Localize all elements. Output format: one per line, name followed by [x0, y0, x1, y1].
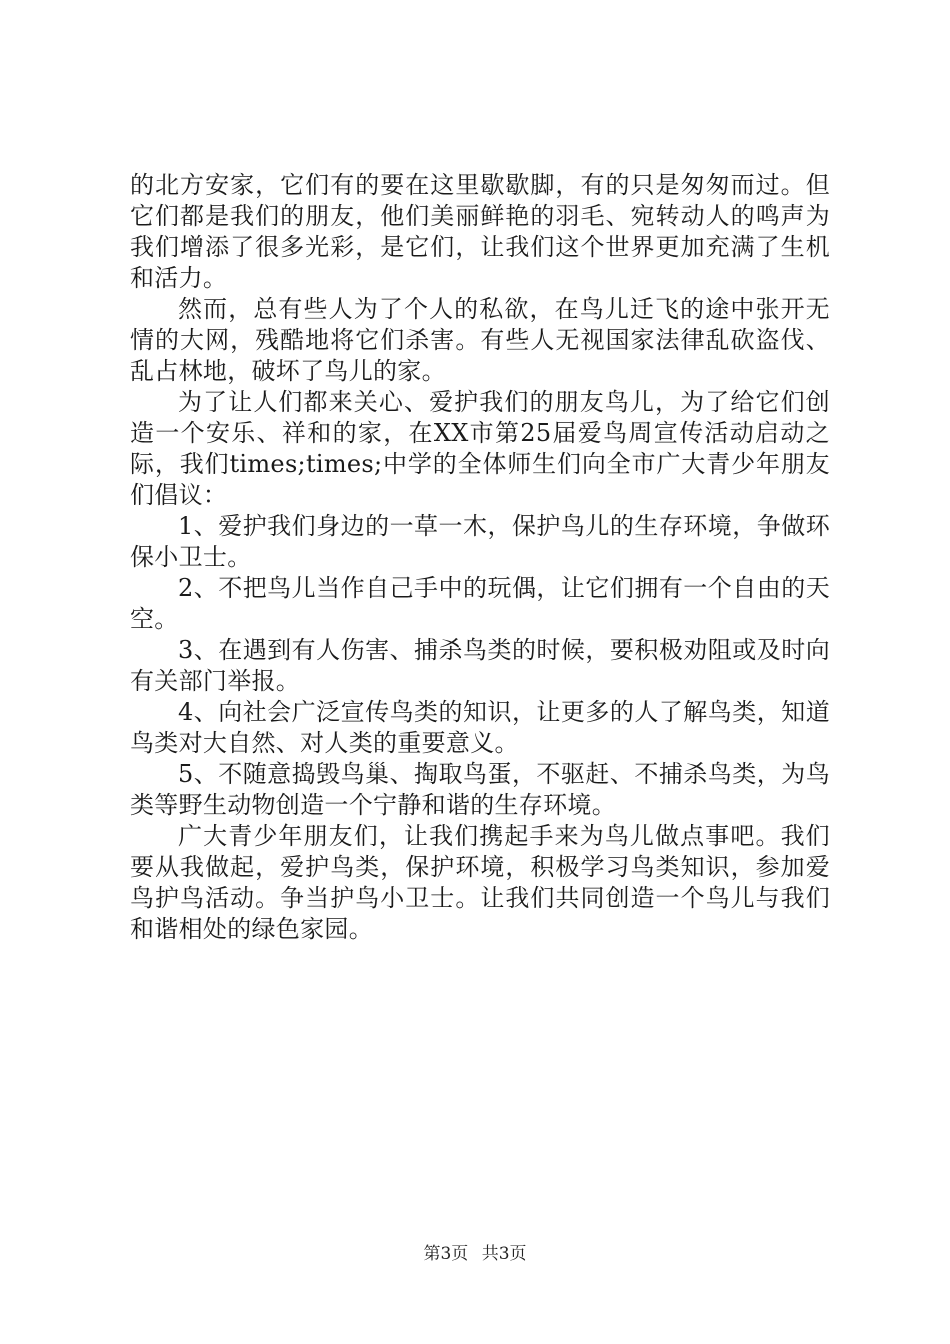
proposal-item: 3、在遇到有人伤害、捕杀鸟类的时候，要积极劝阻或及时向有关部门举报。: [130, 636, 830, 695]
proposal-item: 1、爱护我们身边的一草一木，保护鸟儿的生存环境，争做环保小卫士。: [130, 512, 830, 571]
page-total: 共3页: [481, 1244, 527, 1264]
proposal-item: 4、向社会广泛宣传鸟类的知识，让更多的人了解鸟类，知道鸟类对大自然、对人类的重要意义。: [130, 698, 830, 757]
paragraph: 为了让人们都来关心、爱护我们的朋友鸟儿，为了给它们创造一个安乐、祥和的家，在XX市第25届爱鸟周宣传活动启动之际，我们times;times;中学的全体师生们向全市广大青少年朋友们倡议：: [130, 388, 830, 509]
page-number: 第3页: [423, 1244, 469, 1264]
document-body: [130, 170, 830, 945]
paragraph: 然而，总有些人为了个人的私欲，在鸟儿迁飞的途中张开无情的大网，残酷地将它们杀害。有些人无视国家法律乱砍盗伐、乱占林地，破坏了鸟儿的家。: [130, 295, 830, 385]
paragraph: 广大青少年朋友们，让我们携起手来为鸟儿做点事吧。我们要从我做起，爱护鸟类，保护环境，积极学习鸟类知识，参加爱鸟护鸟活动。争当护鸟小卫士。让我们共同创造一个鸟儿与我们和谐相处的绿色家园。: [130, 822, 830, 943]
paragraph-continuation: 的北方安家，它们有的要在这里歇歇脚，有的只是匆匆而过。但它们都是我们的朋友，他们美丽鲜艳的羽毛、宛转动人的鸣声为我们增添了很多光彩，是它们，让我们这个世界更加充满了生机和活力。: [130, 171, 830, 292]
page-footer: [0, 1243, 950, 1265]
proposal-item: 2、不把鸟儿当作自己手中的玩偶，让它们拥有一个自由的天空。: [130, 574, 830, 633]
proposal-item: 5、不随意捣毁鸟巢、掏取鸟蛋，不驱赶、不捕杀鸟类，为鸟类等野生动物创造一个宁静和谐的生存环境。: [130, 760, 830, 819]
